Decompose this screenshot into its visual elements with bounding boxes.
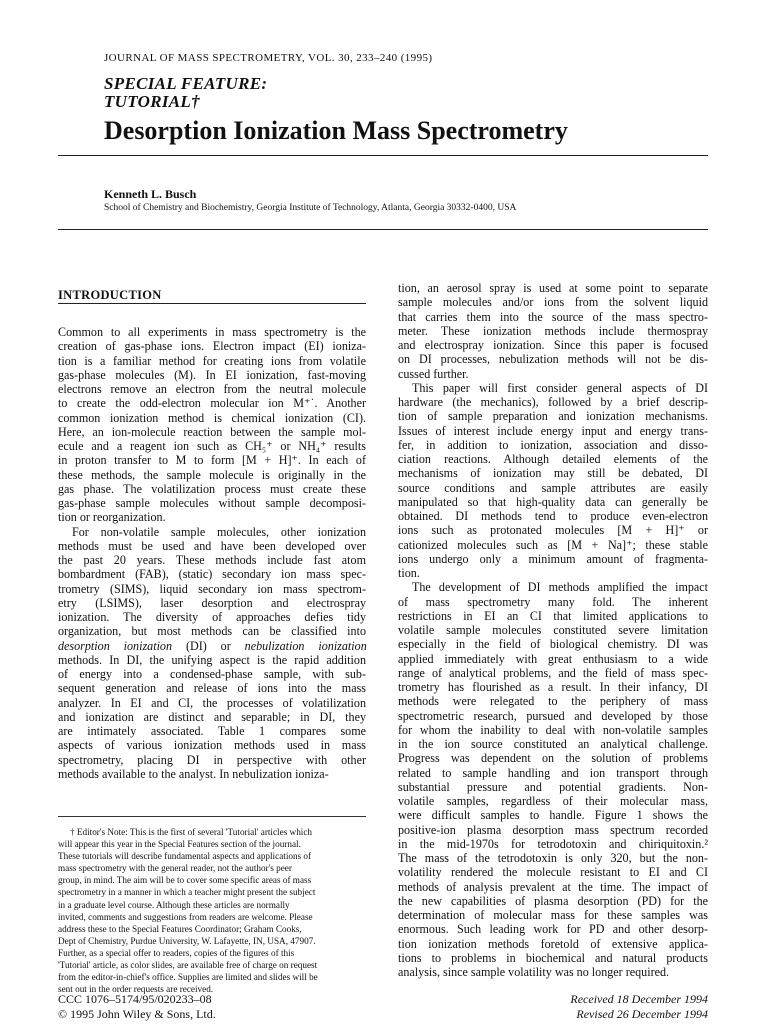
text-line: the new capabilities of plasma desorption (PD) for the bbox=[398, 893, 708, 908]
text-line: source conditions and sample attributes are easily bbox=[398, 480, 708, 495]
text-line: cussed further. bbox=[398, 366, 469, 381]
text-line: desorption ionization (DI) or nebulization ionization bbox=[58, 638, 367, 653]
text-line: ions undergo only a minimum amount of fragmenta- bbox=[398, 551, 708, 566]
text-line: volatile sample molecules constituted severe limitation bbox=[398, 623, 708, 637]
text-line: determination of molecular mass for these samples was bbox=[398, 908, 708, 922]
footnote-line: mass spectrometry with the general reader, not the author's peer bbox=[58, 863, 292, 874]
left-column-text bbox=[58, 325, 366, 781]
text-line: tion. bbox=[398, 566, 420, 580]
text-line: methods. In DI, the unifying aspect is the rapid addition bbox=[58, 652, 366, 667]
text-line: sequent generation and release of ions into the mass bbox=[58, 681, 366, 696]
text-line: tion, an aerosol spray is used at some point to separate bbox=[398, 281, 708, 295]
article-title: Desorption Ionization Mass Spectrometry bbox=[104, 116, 568, 145]
text-line: creation of gas-phase ions. Electron impact (EI) ioniza- bbox=[58, 339, 366, 354]
footnote-line: invited, comments and suggestions from readers are welcome. Please bbox=[58, 911, 313, 922]
text-line: in the ion source constituted an analytical challenge. bbox=[398, 737, 708, 751]
text-line: spectrometric research, pursued and developed by those bbox=[398, 708, 708, 723]
text-line: positive-ion plasma desorption mass spectrum recorded bbox=[398, 822, 708, 837]
text-line: The development of DI methods amplified the impact bbox=[412, 580, 708, 595]
text-line: This paper will first consider general aspects of DI bbox=[412, 380, 708, 395]
text-line: methods were relegated to the periphery of mass bbox=[398, 694, 708, 709]
text-line: fer, in addition to ionization, association and disso- bbox=[398, 437, 708, 452]
text-line: meter. These ionization methods include thermospray bbox=[398, 323, 708, 338]
footnote-line: group, in mind. The aim will be to cover some specific areas of mass bbox=[58, 875, 312, 886]
text-line: and ionization are distinct and separable; in DI, they bbox=[58, 709, 366, 724]
text-line: gas-phase sample molecules without sample decomposi- bbox=[58, 496, 366, 510]
text-line: trometry has flourished as a result. In their infancy, DI bbox=[398, 680, 708, 694]
text-line: Issues of interest include energy input and energy trans- bbox=[398, 423, 708, 438]
special-feature-label: SPECIAL FEATURE: bbox=[104, 74, 268, 93]
text-line: spectrometry, placing DI in perspective with other bbox=[58, 752, 366, 767]
text-line: are intimately associated. Table 1 compares some bbox=[58, 724, 366, 738]
text-line: hardware (the mechanics), followed by a brief descrip- bbox=[398, 395, 708, 409]
revised-date: Revised 26 December 1994 bbox=[576, 1007, 708, 1021]
text-line: methods must be used and have been developed over bbox=[58, 538, 366, 553]
text-line: cationized molecules such as [M + Na]⁺; these stable bbox=[398, 537, 708, 552]
footnote-line: spectrometry in a manner in which a teacher might present the subject bbox=[58, 887, 316, 898]
author-name: Kenneth L. Busch bbox=[104, 187, 197, 201]
text-line: substantial pressure and potential gradients. Non- bbox=[398, 779, 708, 794]
text-line: ionization. The diversity of approaches defies tidy bbox=[58, 610, 366, 624]
text-line: gas phase. The volatilization process must create these bbox=[58, 481, 366, 496]
text-line: to create the odd-electron molecular ion M⁺˙. Another bbox=[58, 396, 366, 411]
text-line: restrictions in EI an CI that limited applications to bbox=[398, 608, 708, 623]
text-line: in proton transfer to M to form [M + H]⁺. In each of bbox=[58, 453, 366, 468]
text-line: tions to problems in biochemical and natural products bbox=[398, 950, 708, 965]
text-line: in the mid-1970s for tetrodotoxin and chiriquitoxin.² bbox=[398, 836, 708, 851]
text-line: etry (LSIMS), laser desorption and electrospray bbox=[58, 595, 366, 610]
copyright-code: CCC 1076–5174/95/020233–08 bbox=[58, 992, 212, 1006]
text-line: tion or reorganization. bbox=[58, 510, 166, 525]
footnote-line: will appear this year in the Special Features section of the journal. bbox=[58, 839, 301, 850]
footnote-line: from the editor-in-chief's office. Supplies are limited and slides will be bbox=[58, 972, 318, 983]
text-line: volatile samples, regardless of their molecular mass, bbox=[398, 794, 708, 808]
text-line: tion ionization methods foretold of extensive applica- bbox=[398, 936, 708, 951]
text-line: tion of sample preparation and ionization mechanisms. bbox=[398, 409, 708, 424]
right-column-text bbox=[398, 281, 708, 979]
text-line: related to sample handling and ion transport through bbox=[398, 765, 708, 780]
footnote-line: in a graduate level course. Although these articles are normally bbox=[58, 899, 290, 910]
section-heading-rule bbox=[58, 303, 366, 304]
text-line: of energy into a condensed-phase sample, with sub- bbox=[58, 667, 366, 681]
footnote-line: These tutorials will describe fundamental aspects and applications of bbox=[58, 851, 312, 862]
footnote-rule bbox=[58, 816, 366, 817]
footnote-line: address these to the Special Features Coordinator; Graham Cooks, bbox=[58, 923, 302, 934]
author-rule bbox=[58, 229, 708, 230]
text-line: on DI processes, nebulization methods will not be dis- bbox=[398, 352, 708, 367]
text-line: analyzer. In EI and CI, the processes of volatilization bbox=[58, 695, 366, 710]
text-line: especially in the field of biological chemistry. DI was bbox=[398, 637, 708, 652]
text-line: and electrospray ionization. Since this paper is focused bbox=[398, 338, 708, 352]
text-line: Progress was dependent on the solution of problems bbox=[398, 751, 708, 766]
text-line: For non-volatile sample molecules, other ionization bbox=[72, 524, 366, 539]
footnote-line: Further, as a special offer to readers, copies of the figures of this bbox=[58, 947, 295, 958]
text-line: range of analytical problems, and the field of mass spec- bbox=[398, 665, 708, 680]
text-line: gas-phase molecules (M). In EI ionization, fast-moving bbox=[58, 367, 366, 382]
text-line: The mass of the tetrodotoxin is only 320, but the non- bbox=[398, 851, 708, 865]
text-line: methods of analysis prevalent at the time. The impact of bbox=[398, 879, 708, 894]
footnote-line: sent out in the order requests are received. bbox=[58, 984, 214, 995]
text-line: organization, but most methods can be classified into bbox=[58, 624, 366, 639]
author-affiliation: School of Chemistry and Biochemistry, Georgia Institute of Technology, Atlanta, Georgia 30332-0400, USA bbox=[104, 203, 517, 213]
text-line: ecule and a reagent ion such as CH₅⁺ or NH₄⁺ results bbox=[58, 439, 366, 453]
footnote-line: 'Tutorial' article, as color slides, are available free of charge on request bbox=[58, 960, 318, 971]
text-line: these methods, the sample molecule is originally in the bbox=[58, 467, 366, 482]
text-line: enormous. Such leading work for PD and other desorp- bbox=[398, 922, 708, 937]
section-heading-introduction: INTRODUCTION bbox=[58, 288, 162, 302]
text-line: methods available to the analyst. In nebulization ioniza- bbox=[58, 766, 329, 781]
text-line: trometry (SIMS), liquid secondary ion mass spectrom- bbox=[58, 581, 366, 596]
text-line: the past 20 years. These methods include fast atom bbox=[58, 553, 366, 567]
text-line: ions such as protonated molecules [M + H]⁺ or bbox=[398, 523, 708, 538]
footnote-line: Dept of Chemistry, Purdue University, W. Lafayette, IN, USA, 47907. bbox=[58, 935, 316, 946]
text-line: aspects of various ionization methods used in mass bbox=[58, 738, 366, 753]
tutorial-label: TUTORIAL† bbox=[104, 92, 200, 111]
text-line: Common to all experiments in mass spectrometry is the bbox=[58, 325, 366, 339]
text-line: Here, an ion-molecule reaction between the sample mol- bbox=[58, 424, 366, 439]
text-line: ciation reactions. Although detailed elements of the bbox=[398, 452, 708, 466]
text-line: bombardment (FAB), (static) secondary ion mass spec- bbox=[58, 567, 366, 582]
received-date: Received 18 December 1994 bbox=[570, 992, 708, 1006]
text-line: mechanisms of ionization may still be debated, DI bbox=[398, 466, 708, 481]
text-line: analysis, since sample volatility was no longer required. bbox=[398, 965, 670, 979]
header-rule bbox=[58, 155, 708, 156]
text-line: that carries them into the source of the mass spectro- bbox=[398, 309, 708, 324]
text-line: tion is a familiar method for creating ions from volatile bbox=[58, 353, 366, 368]
text-line: of mass spectrometry many fold. The inherent bbox=[398, 594, 708, 609]
text-line: volatility rendered the molecule resistant to EI and CI bbox=[398, 865, 708, 880]
footnote-line: † Editor's Note: This is the first of several 'Tutorial' articles which bbox=[70, 827, 313, 837]
text-line: obtained. DI methods tend to produce even-electron bbox=[398, 509, 708, 523]
text-line: manipulated so that high-quality data can generally be bbox=[398, 494, 708, 509]
text-line: were difficult samples to handle. Figure 1 shows the bbox=[398, 808, 708, 823]
text-line: sample molecules and/or ions from the solvent liquid bbox=[398, 295, 708, 310]
copyright-notice: © 1995 John Wiley & Sons, Ltd. bbox=[58, 1007, 216, 1021]
text-line: common ionization method is chemical ionization (CI). bbox=[58, 410, 366, 425]
journal-citation: JOURNAL OF MASS SPECTROMETRY, VOL. 30, 233–240 (1995) bbox=[104, 52, 433, 64]
editor-footnote bbox=[58, 826, 366, 995]
text-line: for whom the inability to deal with non-volatile samples bbox=[398, 722, 708, 737]
text-line: applied immediately with great enthusiasm to a wide bbox=[398, 651, 708, 666]
text-line: electrons remove an electron from the neutral molecule bbox=[58, 382, 366, 396]
